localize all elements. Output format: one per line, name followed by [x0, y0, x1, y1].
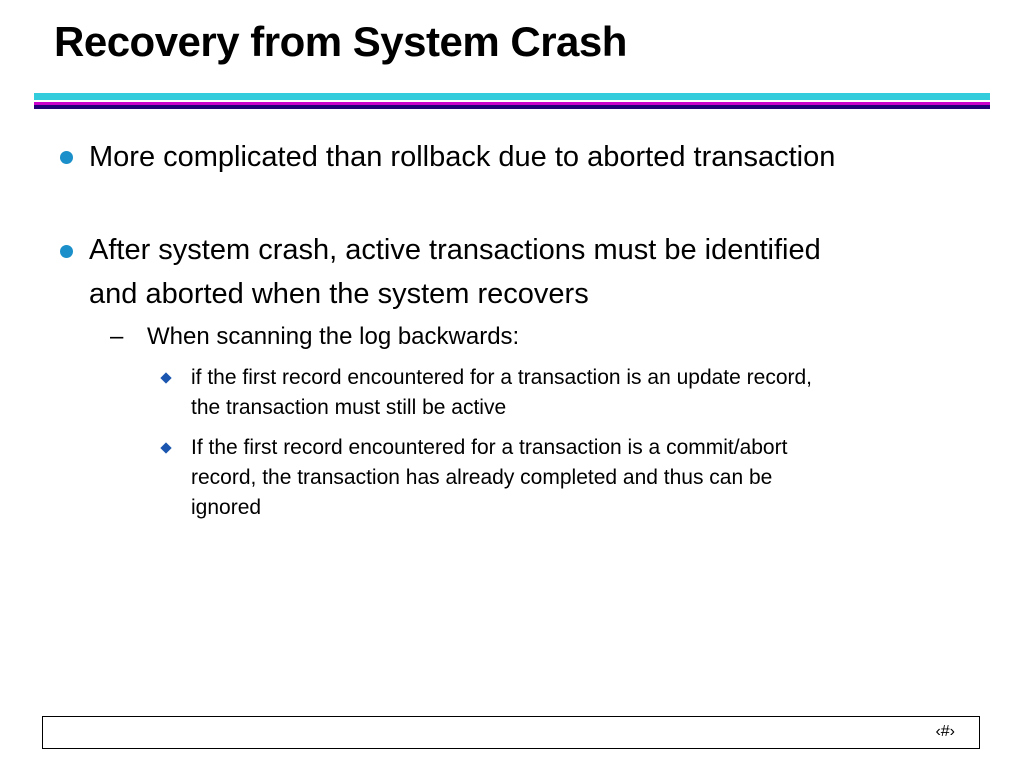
level3-line: ignored [191, 496, 262, 519]
level3-item [191, 433, 787, 523]
bullet-dot-icon [60, 245, 73, 258]
bullet-line: More complicated than rollback due to aborted transaction [89, 141, 836, 173]
title-rule-cyan [34, 93, 990, 100]
title-rule-navy [34, 105, 990, 109]
sub-bullet-text: When scanning the log backwards: [147, 323, 520, 350]
diamond-bullet-icon [160, 442, 171, 453]
level3-line: if the first record encountered for a transaction is an update record, [191, 366, 813, 389]
bullet-dot-icon [60, 151, 73, 164]
diamond-bullet-icon [160, 372, 171, 383]
level3-line: record, the transaction has already completed and thus can be [191, 466, 773, 489]
level3-line: the transaction must still be active [191, 396, 507, 419]
level3-item [191, 363, 812, 423]
bullet-text [89, 228, 821, 316]
footer-box [42, 716, 980, 749]
dash-marker: – [110, 323, 124, 350]
bullet-text [89, 135, 835, 179]
slide-number: ‹#› [935, 723, 955, 740]
level3-line: If the first record encountered for a transaction is a commit/abort [191, 436, 788, 459]
bullet-line: and aborted when the system recovers [89, 278, 589, 310]
slide-title: Recovery from System Crash [54, 18, 627, 65]
bullet-line: After system crash, active transactions must be identified [89, 234, 821, 266]
